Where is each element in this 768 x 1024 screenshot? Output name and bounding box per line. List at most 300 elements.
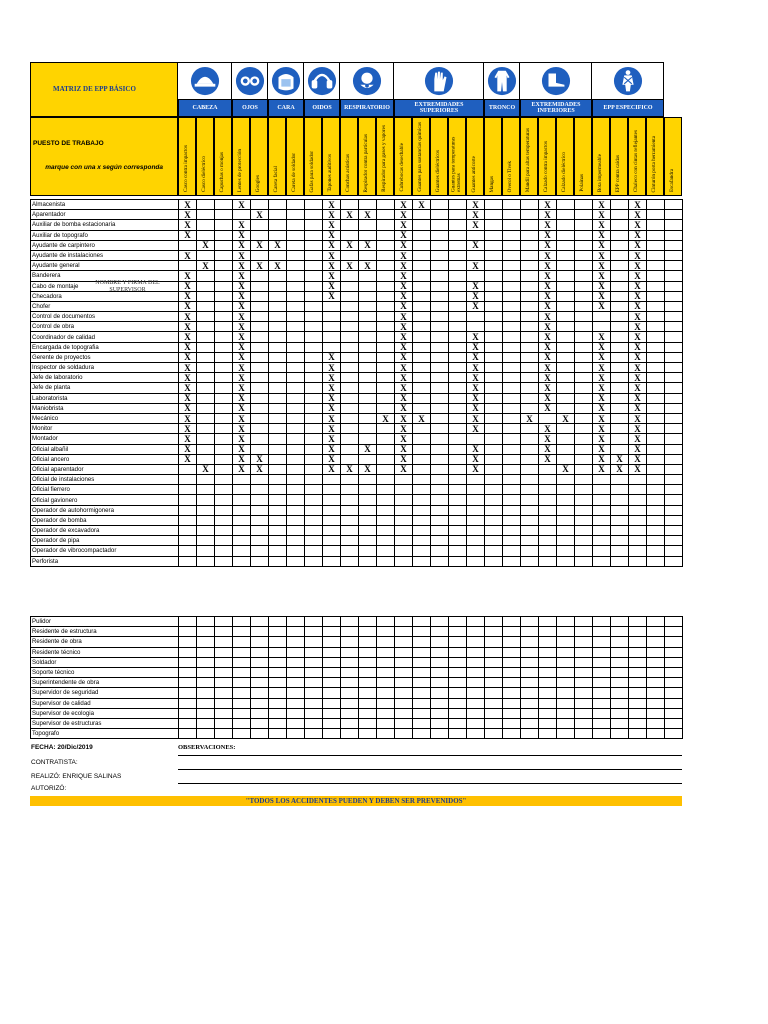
epp-cell[interactable] <box>323 729 341 739</box>
epp-cell[interactable] <box>521 678 539 688</box>
epp-cell[interactable] <box>377 637 395 647</box>
epp-cell[interactable] <box>197 383 215 393</box>
epp-cell[interactable]: X <box>593 250 611 260</box>
epp-cell[interactable] <box>251 667 269 677</box>
epp-cell[interactable] <box>233 647 251 657</box>
epp-cell[interactable]: X <box>341 464 359 474</box>
epp-cell[interactable] <box>197 485 215 495</box>
epp-cell[interactable] <box>413 515 431 525</box>
epp-cell[interactable] <box>269 647 287 657</box>
epp-cell[interactable] <box>665 301 683 311</box>
epp-cell[interactable] <box>449 403 467 413</box>
epp-cell[interactable] <box>215 434 233 444</box>
epp-cell[interactable] <box>215 250 233 260</box>
epp-cell[interactable] <box>287 718 305 728</box>
epp-cell[interactable] <box>575 312 593 322</box>
epp-cell[interactable] <box>647 322 665 332</box>
epp-cell[interactable]: X <box>323 434 341 444</box>
epp-cell[interactable] <box>629 637 647 647</box>
epp-cell[interactable]: X <box>197 240 215 250</box>
epp-cell[interactable] <box>449 657 467 667</box>
epp-cell[interactable] <box>665 464 683 474</box>
epp-cell[interactable]: X <box>233 363 251 373</box>
epp-cell[interactable]: X <box>467 261 485 271</box>
epp-cell[interactable] <box>269 424 287 434</box>
epp-cell[interactable] <box>449 698 467 708</box>
epp-cell[interactable] <box>215 240 233 250</box>
epp-cell[interactable]: X <box>323 424 341 434</box>
epp-cell[interactable] <box>359 220 377 230</box>
epp-cell[interactable] <box>287 332 305 342</box>
epp-cell[interactable]: X <box>629 261 647 271</box>
epp-cell[interactable] <box>305 485 323 495</box>
epp-cell[interactable] <box>575 352 593 362</box>
epp-cell[interactable] <box>233 515 251 525</box>
epp-cell[interactable] <box>287 352 305 362</box>
epp-cell[interactable]: X <box>467 424 485 434</box>
epp-cell[interactable] <box>179 688 197 698</box>
epp-cell[interactable] <box>287 393 305 403</box>
epp-cell[interactable]: X <box>233 250 251 260</box>
epp-cell[interactable] <box>431 271 449 281</box>
epp-cell[interactable]: X <box>233 454 251 464</box>
epp-cell[interactable] <box>485 678 503 688</box>
epp-cell[interactable] <box>413 657 431 667</box>
epp-cell[interactable] <box>269 667 287 677</box>
epp-cell[interactable] <box>269 729 287 739</box>
epp-cell[interactable] <box>341 352 359 362</box>
epp-cell[interactable] <box>575 332 593 342</box>
epp-cell[interactable] <box>413 526 431 536</box>
epp-cell[interactable] <box>215 271 233 281</box>
epp-cell[interactable] <box>647 454 665 464</box>
epp-cell[interactable] <box>305 688 323 698</box>
epp-cell[interactable]: X <box>539 352 557 362</box>
epp-cell[interactable]: X <box>467 240 485 250</box>
epp-cell[interactable] <box>215 688 233 698</box>
epp-cell[interactable]: X <box>395 332 413 342</box>
epp-cell[interactable]: X <box>593 332 611 342</box>
epp-cell[interactable] <box>197 556 215 566</box>
epp-cell[interactable]: X <box>593 210 611 220</box>
epp-cell[interactable] <box>449 373 467 383</box>
epp-cell[interactable]: X <box>539 454 557 464</box>
epp-cell[interactable] <box>647 240 665 250</box>
epp-cell[interactable] <box>251 718 269 728</box>
epp-cell[interactable] <box>647 271 665 281</box>
epp-cell[interactable] <box>431 526 449 536</box>
epp-cell[interactable] <box>215 505 233 515</box>
epp-cell[interactable] <box>485 434 503 444</box>
epp-cell[interactable] <box>341 647 359 657</box>
epp-cell[interactable] <box>287 240 305 250</box>
epp-cell[interactable] <box>539 657 557 667</box>
epp-cell[interactable]: X <box>233 312 251 322</box>
epp-cell[interactable] <box>431 729 449 739</box>
epp-cell[interactable] <box>413 536 431 546</box>
epp-cell[interactable] <box>197 475 215 485</box>
epp-cell[interactable] <box>467 667 485 677</box>
epp-cell[interactable] <box>521 454 539 464</box>
epp-cell[interactable] <box>323 485 341 495</box>
epp-cell[interactable]: X <box>629 454 647 464</box>
epp-cell[interactable] <box>611 515 629 525</box>
epp-cell[interactable] <box>611 536 629 546</box>
epp-cell[interactable]: X <box>467 200 485 210</box>
epp-cell[interactable] <box>215 515 233 525</box>
epp-cell[interactable] <box>323 342 341 352</box>
epp-cell[interactable] <box>647 698 665 708</box>
epp-cell[interactable] <box>359 556 377 566</box>
epp-cell[interactable] <box>629 627 647 637</box>
epp-cell[interactable] <box>611 413 629 423</box>
epp-cell[interactable] <box>359 291 377 301</box>
epp-cell[interactable] <box>287 708 305 718</box>
epp-cell[interactable]: X <box>467 291 485 301</box>
epp-cell[interactable]: X <box>233 291 251 301</box>
epp-cell[interactable] <box>557 271 575 281</box>
epp-cell[interactable] <box>503 698 521 708</box>
epp-cell[interactable] <box>557 556 575 566</box>
epp-cell[interactable] <box>377 322 395 332</box>
epp-cell[interactable] <box>647 718 665 728</box>
epp-cell[interactable] <box>467 627 485 637</box>
epp-cell[interactable]: X <box>593 291 611 301</box>
epp-cell[interactable] <box>395 505 413 515</box>
epp-cell[interactable]: X <box>233 424 251 434</box>
epp-cell[interactable] <box>611 526 629 536</box>
epp-cell[interactable] <box>503 657 521 667</box>
epp-cell[interactable] <box>197 708 215 718</box>
epp-cell[interactable] <box>449 332 467 342</box>
epp-cell[interactable] <box>485 526 503 536</box>
epp-cell[interactable] <box>323 718 341 728</box>
epp-cell[interactable] <box>323 505 341 515</box>
epp-cell[interactable] <box>359 373 377 383</box>
epp-cell[interactable] <box>413 383 431 393</box>
epp-cell[interactable] <box>287 505 305 515</box>
epp-cell[interactable] <box>305 220 323 230</box>
epp-cell[interactable] <box>431 617 449 627</box>
epp-cell[interactable] <box>251 200 269 210</box>
epp-cell[interactable] <box>467 556 485 566</box>
epp-cell[interactable] <box>539 678 557 688</box>
epp-cell[interactable]: X <box>539 301 557 311</box>
epp-cell[interactable] <box>287 424 305 434</box>
epp-cell[interactable] <box>413 708 431 718</box>
epp-cell[interactable] <box>449 250 467 260</box>
epp-cell[interactable]: X <box>629 393 647 403</box>
epp-cell[interactable] <box>485 424 503 434</box>
epp-cell[interactable] <box>359 526 377 536</box>
epp-cell[interactable] <box>287 729 305 739</box>
epp-cell[interactable] <box>395 698 413 708</box>
epp-cell[interactable] <box>269 250 287 260</box>
epp-cell[interactable] <box>251 342 269 352</box>
epp-cell[interactable] <box>215 667 233 677</box>
epp-cell[interactable] <box>251 495 269 505</box>
epp-cell[interactable] <box>575 322 593 332</box>
epp-cell[interactable] <box>323 322 341 332</box>
epp-cell[interactable] <box>341 271 359 281</box>
epp-cell[interactable]: X <box>233 240 251 250</box>
epp-cell[interactable] <box>611 444 629 454</box>
epp-cell[interactable] <box>359 729 377 739</box>
epp-cell[interactable] <box>557 200 575 210</box>
epp-cell[interactable] <box>557 210 575 220</box>
epp-cell[interactable] <box>197 667 215 677</box>
epp-cell[interactable] <box>413 454 431 464</box>
epp-cell[interactable] <box>269 220 287 230</box>
epp-cell[interactable] <box>575 220 593 230</box>
epp-cell[interactable]: X <box>539 332 557 342</box>
epp-cell[interactable] <box>251 220 269 230</box>
epp-cell[interactable] <box>305 363 323 373</box>
epp-cell[interactable] <box>269 444 287 454</box>
epp-cell[interactable]: X <box>179 200 197 210</box>
epp-cell[interactable]: X <box>233 393 251 403</box>
epp-cell[interactable]: X <box>611 464 629 474</box>
epp-cell[interactable] <box>377 617 395 627</box>
epp-cell[interactable] <box>503 210 521 220</box>
epp-cell[interactable]: X <box>179 281 197 291</box>
epp-cell[interactable]: X <box>323 291 341 301</box>
epp-cell[interactable] <box>269 718 287 728</box>
epp-cell[interactable] <box>467 434 485 444</box>
epp-cell[interactable] <box>341 322 359 332</box>
epp-cell[interactable] <box>647 546 665 556</box>
epp-cell[interactable] <box>503 322 521 332</box>
epp-cell[interactable] <box>647 403 665 413</box>
epp-cell[interactable] <box>431 413 449 423</box>
epp-cell[interactable]: X <box>269 240 287 250</box>
epp-cell[interactable] <box>359 230 377 240</box>
epp-cell[interactable] <box>503 627 521 637</box>
epp-cell[interactable] <box>323 667 341 677</box>
epp-cell[interactable] <box>557 301 575 311</box>
epp-cell[interactable] <box>503 708 521 718</box>
epp-cell[interactable] <box>431 454 449 464</box>
epp-cell[interactable] <box>395 718 413 728</box>
epp-cell[interactable] <box>377 312 395 322</box>
epp-cell[interactable] <box>611 424 629 434</box>
epp-cell[interactable] <box>341 424 359 434</box>
epp-cell[interactable] <box>251 485 269 495</box>
epp-cell[interactable] <box>431 495 449 505</box>
epp-cell[interactable] <box>287 200 305 210</box>
epp-cell[interactable] <box>449 536 467 546</box>
epp-cell[interactable] <box>647 627 665 637</box>
epp-cell[interactable] <box>323 475 341 485</box>
epp-cell[interactable] <box>197 220 215 230</box>
epp-cell[interactable] <box>575 485 593 495</box>
epp-cell[interactable] <box>413 485 431 495</box>
epp-cell[interactable] <box>269 291 287 301</box>
epp-cell[interactable] <box>395 495 413 505</box>
epp-cell[interactable] <box>665 526 683 536</box>
epp-cell[interactable] <box>359 678 377 688</box>
epp-cell[interactable] <box>359 627 377 637</box>
epp-cell[interactable] <box>557 667 575 677</box>
epp-cell[interactable] <box>269 657 287 667</box>
epp-cell[interactable] <box>305 413 323 423</box>
epp-cell[interactable] <box>575 373 593 383</box>
epp-cell[interactable] <box>575 637 593 647</box>
epp-cell[interactable] <box>665 536 683 546</box>
epp-cell[interactable] <box>647 444 665 454</box>
epp-cell[interactable] <box>305 536 323 546</box>
epp-cell[interactable]: X <box>629 434 647 444</box>
epp-cell[interactable] <box>251 647 269 657</box>
epp-cell[interactable] <box>557 444 575 454</box>
epp-cell[interactable] <box>485 332 503 342</box>
epp-cell[interactable] <box>269 505 287 515</box>
epp-cell[interactable] <box>611 301 629 311</box>
epp-cell[interactable] <box>215 424 233 434</box>
epp-cell[interactable] <box>485 627 503 637</box>
epp-cell[interactable] <box>575 667 593 677</box>
epp-cell[interactable] <box>503 271 521 281</box>
epp-cell[interactable] <box>449 383 467 393</box>
epp-cell[interactable] <box>665 708 683 718</box>
epp-cell[interactable] <box>485 536 503 546</box>
epp-cell[interactable] <box>341 536 359 546</box>
epp-cell[interactable]: X <box>179 210 197 220</box>
epp-cell[interactable] <box>377 200 395 210</box>
epp-cell[interactable] <box>485 637 503 647</box>
epp-cell[interactable] <box>521 444 539 454</box>
epp-cell[interactable]: X <box>611 454 629 464</box>
epp-cell[interactable]: X <box>539 312 557 322</box>
epp-cell[interactable] <box>323 536 341 546</box>
epp-cell[interactable] <box>359 495 377 505</box>
epp-cell[interactable] <box>557 220 575 230</box>
epp-cell[interactable] <box>197 291 215 301</box>
epp-cell[interactable] <box>305 383 323 393</box>
epp-cell[interactable] <box>305 698 323 708</box>
epp-cell[interactable] <box>665 637 683 647</box>
epp-cell[interactable] <box>323 678 341 688</box>
epp-cell[interactable] <box>665 485 683 495</box>
epp-cell[interactable] <box>287 271 305 281</box>
epp-cell[interactable] <box>539 627 557 637</box>
epp-cell[interactable] <box>215 322 233 332</box>
epp-cell[interactable]: X <box>539 230 557 240</box>
epp-cell[interactable] <box>377 495 395 505</box>
epp-cell[interactable] <box>629 515 647 525</box>
epp-cell[interactable] <box>575 688 593 698</box>
epp-cell[interactable] <box>341 627 359 637</box>
epp-cell[interactable] <box>449 526 467 536</box>
epp-cell[interactable] <box>665 352 683 362</box>
epp-cell[interactable] <box>485 657 503 667</box>
epp-cell[interactable] <box>287 678 305 688</box>
epp-cell[interactable] <box>323 332 341 342</box>
epp-cell[interactable] <box>431 200 449 210</box>
epp-cell[interactable] <box>377 678 395 688</box>
epp-cell[interactable] <box>359 657 377 667</box>
epp-cell[interactable] <box>359 322 377 332</box>
epp-cell[interactable] <box>377 698 395 708</box>
epp-cell[interactable] <box>503 688 521 698</box>
epp-cell[interactable]: X <box>233 464 251 474</box>
epp-cell[interactable] <box>665 698 683 708</box>
epp-cell[interactable] <box>503 729 521 739</box>
epp-cell[interactable] <box>665 475 683 485</box>
epp-cell[interactable] <box>377 718 395 728</box>
epp-cell[interactable] <box>179 617 197 627</box>
epp-cell[interactable] <box>305 240 323 250</box>
epp-cell[interactable] <box>485 240 503 250</box>
epp-cell[interactable] <box>521 708 539 718</box>
epp-cell[interactable]: X <box>179 312 197 322</box>
epp-cell[interactable]: X <box>359 444 377 454</box>
epp-cell[interactable] <box>503 526 521 536</box>
epp-cell[interactable] <box>503 332 521 342</box>
epp-cell[interactable] <box>665 261 683 271</box>
epp-cell[interactable] <box>377 434 395 444</box>
epp-cell[interactable] <box>593 475 611 485</box>
epp-cell[interactable]: X <box>539 240 557 250</box>
epp-cell[interactable] <box>557 729 575 739</box>
epp-cell[interactable] <box>503 536 521 546</box>
epp-cell[interactable] <box>485 505 503 515</box>
epp-cell[interactable] <box>395 485 413 495</box>
epp-cell[interactable] <box>431 546 449 556</box>
epp-cell[interactable]: X <box>179 383 197 393</box>
epp-cell[interactable] <box>305 444 323 454</box>
epp-cell[interactable] <box>215 444 233 454</box>
epp-cell[interactable]: X <box>323 200 341 210</box>
epp-cell[interactable] <box>305 708 323 718</box>
epp-cell[interactable] <box>359 383 377 393</box>
epp-cell[interactable] <box>413 342 431 352</box>
epp-cell[interactable]: X <box>233 271 251 281</box>
epp-cell[interactable] <box>431 322 449 332</box>
epp-cell[interactable] <box>503 637 521 647</box>
epp-cell[interactable] <box>197 647 215 657</box>
epp-cell[interactable] <box>575 210 593 220</box>
epp-cell[interactable] <box>593 718 611 728</box>
epp-cell[interactable] <box>503 373 521 383</box>
epp-cell[interactable] <box>287 363 305 373</box>
epp-cell[interactable] <box>251 230 269 240</box>
epp-cell[interactable] <box>593 657 611 667</box>
epp-cell[interactable] <box>413 332 431 342</box>
epp-cell[interactable] <box>251 688 269 698</box>
epp-cell[interactable] <box>575 678 593 688</box>
epp-cell[interactable] <box>305 301 323 311</box>
epp-cell[interactable] <box>413 291 431 301</box>
epp-cell[interactable] <box>323 546 341 556</box>
epp-cell[interactable] <box>251 536 269 546</box>
epp-cell[interactable] <box>557 261 575 271</box>
epp-cell[interactable]: X <box>251 464 269 474</box>
epp-cell[interactable] <box>287 556 305 566</box>
epp-cell[interactable] <box>341 393 359 403</box>
epp-cell[interactable] <box>269 485 287 495</box>
epp-cell[interactable] <box>197 312 215 322</box>
epp-cell[interactable] <box>395 657 413 667</box>
epp-cell[interactable]: X <box>359 261 377 271</box>
epp-cell[interactable] <box>431 250 449 260</box>
epp-cell[interactable] <box>503 434 521 444</box>
epp-cell[interactable]: X <box>467 220 485 230</box>
epp-cell[interactable] <box>485 454 503 464</box>
epp-cell[interactable] <box>215 332 233 342</box>
epp-cell[interactable] <box>539 464 557 474</box>
epp-cell[interactable] <box>539 718 557 728</box>
